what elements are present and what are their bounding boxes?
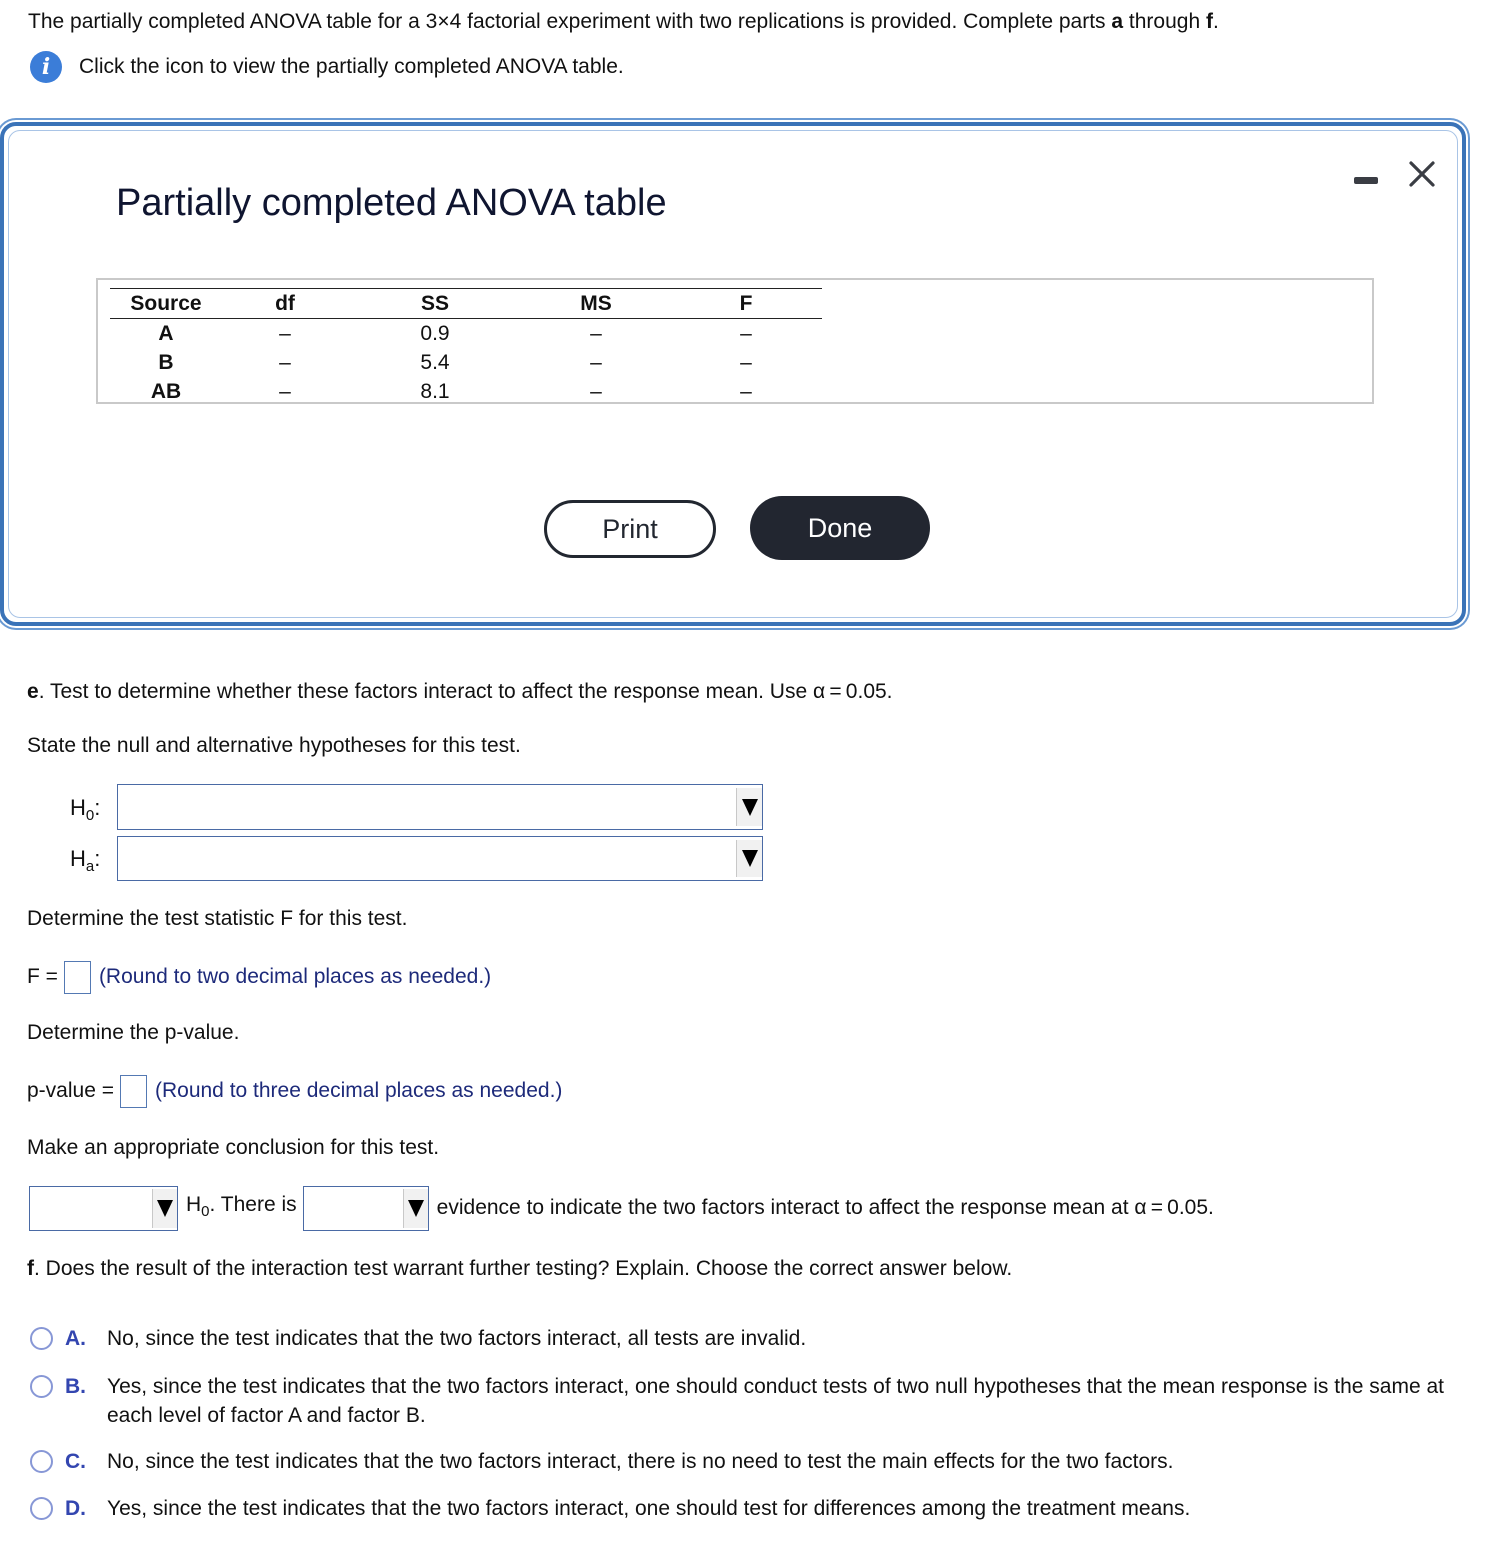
intro-part-start: a (1111, 10, 1124, 33)
answer-option-a[interactable] (30, 1324, 1457, 1353)
cell-ms: – (590, 351, 602, 374)
minimize-icon (1354, 177, 1378, 184)
ha-colon: : (94, 846, 101, 871)
header-df: df (275, 292, 295, 315)
info-icon[interactable]: i (30, 51, 62, 83)
anova-table (110, 288, 822, 406)
cell-f: – (740, 322, 752, 345)
caret-down-icon (408, 1200, 424, 1217)
close-icon (1404, 156, 1440, 192)
f-round-hint: (Round to two decimal places as needed.) (98, 965, 492, 988)
conclusion-row (29, 1185, 1220, 1231)
intro-middle: through (1123, 10, 1206, 33)
conclusion-prompt: Make an appropriate conclusion for this test. (27, 1136, 440, 1159)
option-text: Yes, since the test indicates that the two factors interact, one should test for differences among the treatment means. (107, 1497, 1191, 1520)
h0-dropdown[interactable] (117, 784, 763, 830)
determine-f-prompt: Determine the test statistic F for this test. (27, 907, 408, 930)
cell-source: A (158, 322, 174, 345)
info-text: Click the icon to view the partially completed ANOVA table. (79, 55, 624, 78)
answer-option-c[interactable] (30, 1447, 1457, 1476)
cell-df: – (279, 380, 291, 403)
f-input[interactable] (64, 961, 91, 994)
close-button[interactable] (1404, 156, 1440, 192)
there-is-text: . There is (209, 1192, 297, 1216)
ha-dropdown[interactable] (117, 836, 763, 881)
ha-letter: H (70, 846, 86, 871)
h0-colon: : (94, 795, 101, 820)
option-letter: B. (65, 1375, 86, 1398)
cell-ms: – (590, 322, 602, 345)
part-f-text: . Does the result of the interaction test warrant further testing? Explain. Choose the correct answer below. (34, 1257, 1013, 1280)
conclusion-h0-text (186, 1192, 297, 1225)
done-button[interactable]: Done (750, 496, 930, 560)
p-value-input[interactable] (120, 1075, 147, 1108)
ha-label (70, 845, 100, 881)
conclusion-end-text: evidence to indicate the two factors interact to affect the response mean at α = 0.05. (436, 1196, 1214, 1219)
caret-down-icon (742, 850, 758, 867)
h0-letter: H (186, 1192, 202, 1216)
cell-source: AB (150, 380, 182, 403)
answer-option-b[interactable] (30, 1372, 1457, 1430)
h0-label (70, 794, 100, 830)
table-row (110, 377, 822, 406)
header-ss: SS (420, 292, 449, 315)
reject-decision-dropdown[interactable] (29, 1186, 178, 1231)
table-row (110, 319, 822, 349)
part-f-label: f (27, 1257, 34, 1280)
minimize-button[interactable] (1352, 174, 1382, 186)
header-f: F (739, 292, 753, 315)
dropdown-arrow-button[interactable] (403, 1189, 428, 1228)
part-f-question (27, 1256, 1012, 1282)
p-round-hint: (Round to three decimal places as needed.) (154, 1079, 563, 1102)
caret-down-icon (742, 799, 758, 816)
state-hypotheses-prompt: State the null and alternative hypotheses for this test. (27, 734, 521, 757)
option-letter: D. (65, 1497, 86, 1520)
dialog-title: Partially completed ANOVA table (116, 182, 667, 224)
option-letter: A. (65, 1327, 86, 1350)
dropdown-arrow-button[interactable] (736, 788, 762, 826)
dropdown-arrow-button[interactable] (736, 840, 762, 877)
cell-df: – (279, 351, 291, 374)
determine-p-prompt: Determine the p-value. (27, 1021, 240, 1044)
option-letter: C. (65, 1450, 86, 1473)
header-source: Source (130, 292, 202, 315)
cell-ss: 8.1 (420, 380, 450, 403)
p-answer-row (27, 1074, 562, 1108)
cell-ss: 0.9 (420, 322, 450, 345)
option-text: No, since the test indicates that the two factors interact, there is no need to test the main effects for the two factors. (107, 1450, 1174, 1473)
table-row (110, 348, 822, 377)
cell-ms: – (590, 380, 602, 403)
option-text: Yes, since the test indicates that the two factors interact, one should conduct tests of two null hypotheses that the mean response is the same at each level of factor A and factor B. (107, 1375, 1444, 1427)
radio-button-c[interactable] (30, 1450, 53, 1473)
intro-suffix: . (1212, 10, 1219, 33)
intro-part-end: f (1205, 10, 1213, 33)
option-text: No, since the test indicates that the two factors interact, all tests are invalid. (107, 1327, 807, 1350)
f-label: F = (27, 965, 58, 988)
f-answer-row (27, 960, 491, 994)
h0-subscript: 0 (201, 1202, 210, 1220)
info-row (30, 50, 624, 84)
answer-option-d[interactable] (30, 1494, 1457, 1523)
ha-subscript: a (85, 858, 95, 875)
part-e-text: . Test to determine whether these factors interact to affect the response mean. Use α = 0.05. (38, 680, 893, 703)
cell-f: – (740, 380, 752, 403)
part-e-label: e (27, 680, 39, 703)
evidence-strength-dropdown[interactable] (303, 1186, 429, 1231)
header-ms: MS (580, 292, 612, 315)
print-button[interactable]: Print (544, 500, 716, 558)
cell-source: B (158, 351, 174, 374)
caret-down-icon (157, 1200, 173, 1217)
dropdown-arrow-button[interactable] (152, 1189, 177, 1228)
radio-button-b[interactable] (30, 1375, 53, 1398)
table-header-row (110, 289, 822, 319)
anova-table-dialog (0, 122, 1466, 626)
intro-text: The partially completed ANOVA table for a 3×4 factorial experiment with two replications is provided. Complete parts (28, 10, 1112, 33)
question-intro (28, 9, 1219, 35)
cell-ss: 5.4 (420, 351, 450, 374)
part-e-question (27, 679, 893, 705)
anova-table-frame (96, 278, 1374, 404)
cell-df: – (279, 322, 291, 345)
cell-f: – (740, 351, 752, 374)
h0-letter: H (70, 795, 86, 820)
p-value-label: p-value = (27, 1079, 114, 1102)
radio-button-d[interactable] (30, 1497, 53, 1520)
radio-button-a[interactable] (30, 1327, 53, 1350)
h0-subscript: 0 (85, 807, 95, 824)
